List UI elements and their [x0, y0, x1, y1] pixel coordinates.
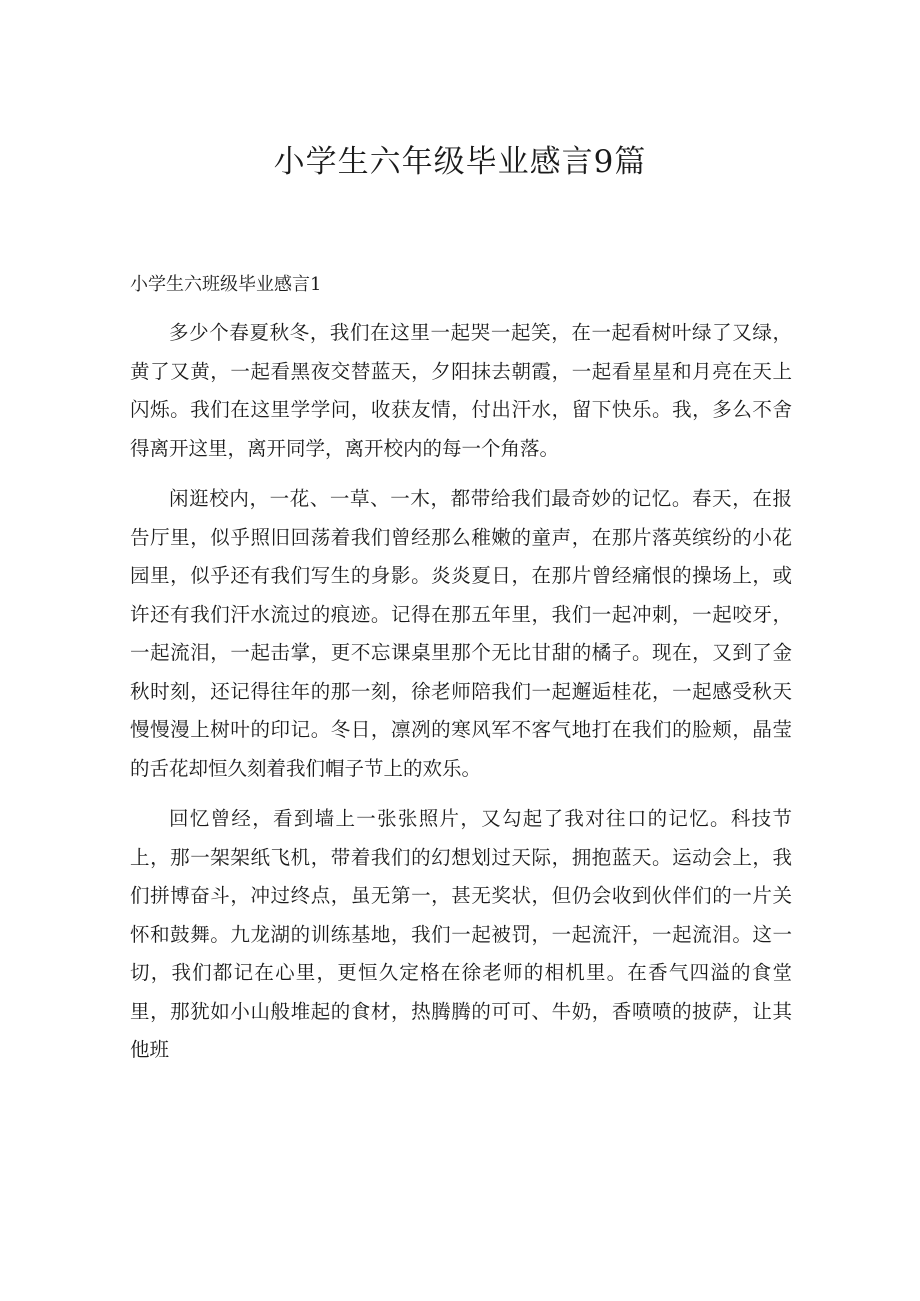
paragraph: 闲逛校内，一花、一草、一木，都带给我们最奇妙的记忆。春天，在报告厅里，似乎照旧回荡着我们曾经那么稚嫩的童声，在那片落英缤纷的小花园里，似乎还有我们写生的身影。炎炎夏日，在那片曾经痛恨的操场上，或许还有我们汗水流过的痕迹。记得在那五年里，我们一起冲刺，一起咬牙，一起流泪，一起击掌，更不忘课桌里那个无比甘甜的橘子。现在，又到了金秋时刻，还记得往年的那一刻，徐老师陪我们一起邂逅桂花，一起感受秋天慢慢漫上树叶的印记。冬日，凛冽的寒风军不客气地打在我们的脸颊，晶莹的舌花却恒久刻着我们帽子节上的欢乐。: [130, 487, 792, 780]
paragraph: 回忆曾经，看到墙上一张张照片，又勾起了我对往口的记忆。科技节上，那一架架纸飞机，带着我们的幻想划过天际，拥抱蓝天。运动会上，我们拼博奋斗，冲过终点，虽无第一，甚无奖状，但仍会收到伙伴们的一片关怀和鼓舞。九龙湖的训练基地，我们一起被罚，一起流汗，一起流泪。这一切，我们都记在心里，更恒久定格在徐老师的相机里。在香气四溢的食堂里，那犹如小山般堆起的食材，热腾腾的可可、牛奶，香喷喷的披萨，让其他班: [130, 807, 792, 1061]
document-body: [130, 314, 792, 1082]
section-heading: 小学生六班级毕业感言1: [130, 274, 322, 295]
document-title: 小学生六年级毕业感言9篇: [273, 144, 647, 180]
paragraph: 多少个春夏秋冬，我们在这里一起哭一起笑，在一起看树叶绿了又绿，黄了又黄，一起看黑夜交替蓝天，夕阳抹去朝霞，一起看星星和月亮在天上闪烁。我们在这里学学问，收获友情，付出汗水，留下快乐。我，多么不舍得离开这里，离开同学，离开校内的每一个角落。: [130, 321, 792, 460]
